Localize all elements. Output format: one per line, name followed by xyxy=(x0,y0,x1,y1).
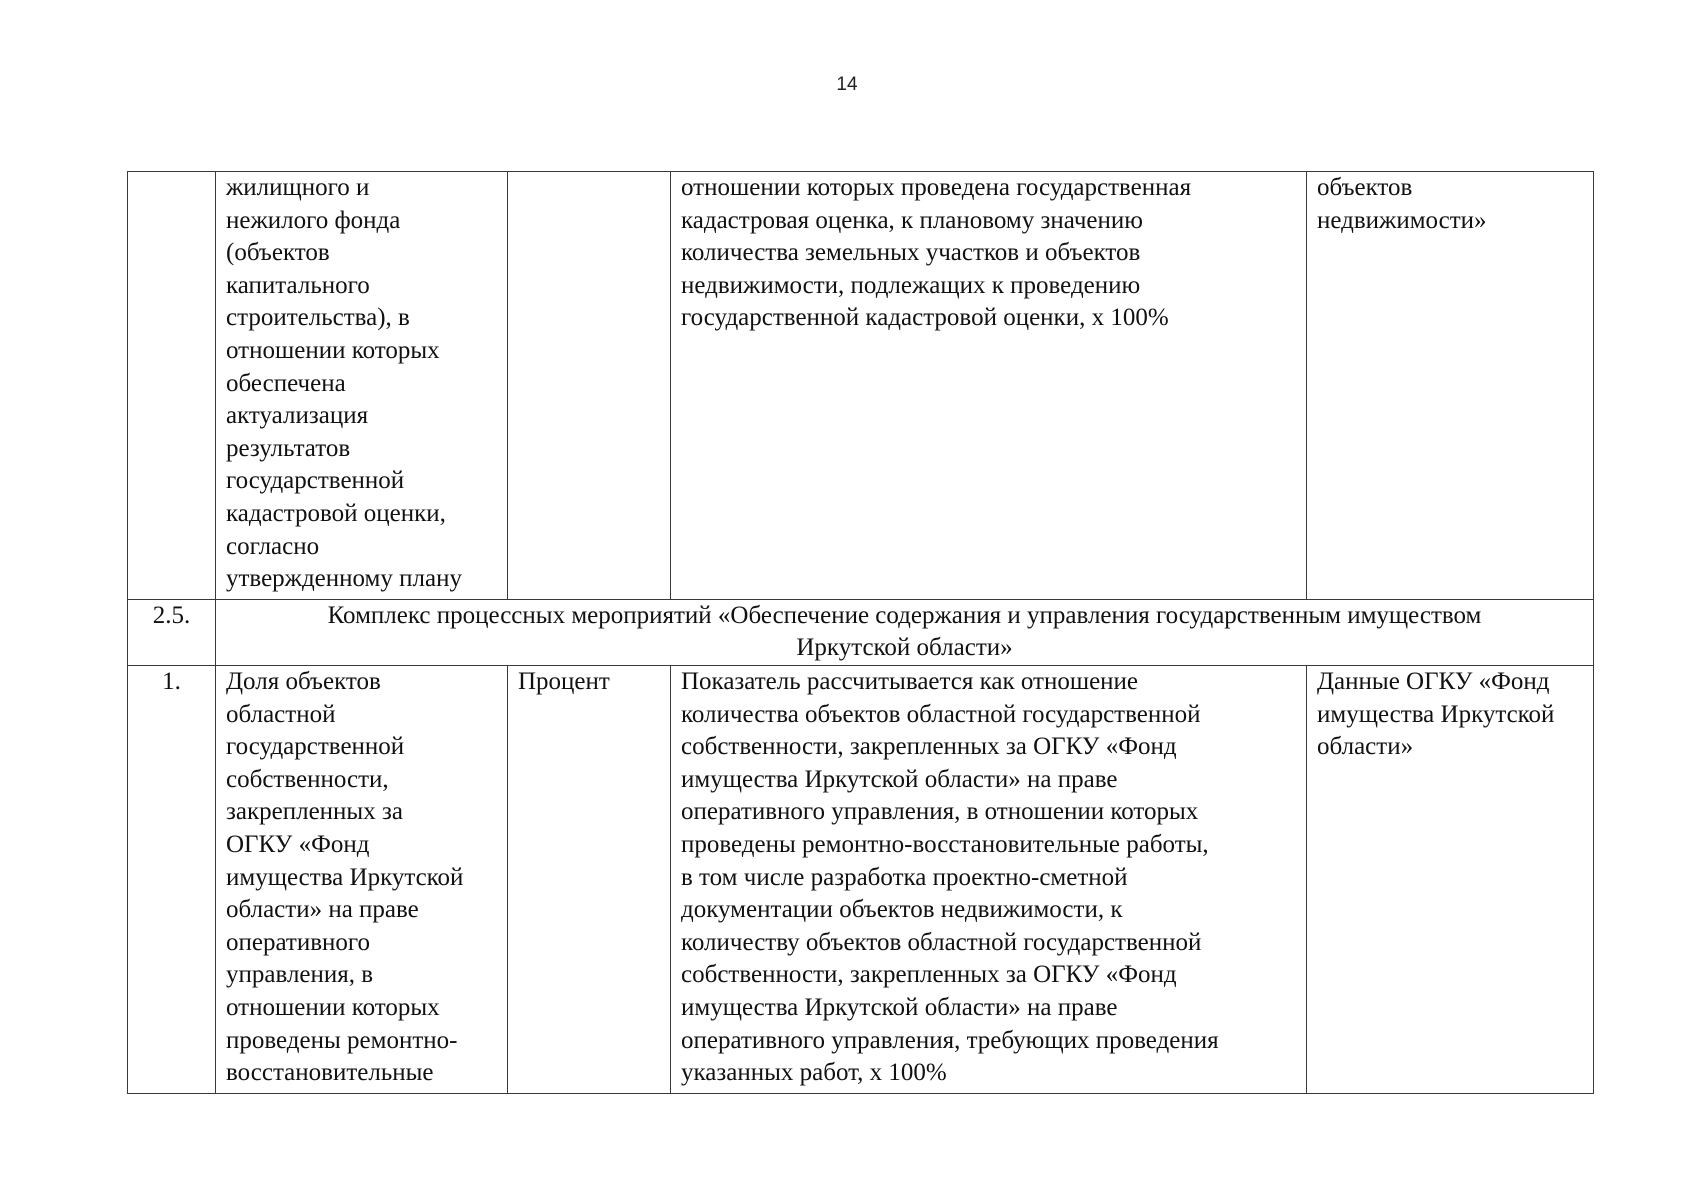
unit-cell xyxy=(508,172,671,600)
data-source-cell: Данные ОГКУ «Фонд имущества Иркутской области» xyxy=(1307,666,1594,1094)
page-number: 14 xyxy=(836,74,858,95)
table-row xyxy=(128,666,1594,1094)
data-source-cell: объектов недвижимости» xyxy=(1307,172,1594,600)
section-row xyxy=(128,600,1594,666)
indicators-table xyxy=(127,171,1594,1094)
row-number-cell: 1. xyxy=(128,666,216,1094)
table-row xyxy=(128,172,1594,600)
indicator-name-cell: жилищного и нежилого фонда (объектов капитального строительства), в отношении которых обеспечена актуализация результатов государственной кадастровой оценки, согласно утвержденному плану xyxy=(216,172,508,600)
section-number: 2.5. xyxy=(128,600,216,666)
indicator-name-cell: Доля объектов областной государственной собственности, закрепленных за ОГКУ «Фонд имущества Иркутской области» на праве оперативного управления, в отношении которых проведены ремонтно- восстановительные xyxy=(216,666,508,1094)
section-title: Комплекс процессных мероприятий «Обеспечение содержания и управления государственным имуществом Иркутской области» xyxy=(216,600,1594,666)
row-number-cell xyxy=(128,172,216,600)
calculation-method-cell: отношении которых проведена государственная кадастровая оценка, к плановому значению количества земельных участков и объектов недвижимости, подлежащих к проведению государственной кадастровой оценки, х 100% xyxy=(671,172,1307,600)
unit-cell: Процент xyxy=(508,666,671,1094)
calculation-method-cell: Показатель рассчитывается как отношение количества объектов областной государственной собственности, закрепленных за ОГКУ «Фонд имущества Иркутской области» на праве оперативного управления, в отношении которых проведены ремонтно-восстановительные работы, в том числе разработка проектно-сметной документации объектов недвижимости, к количеству объектов областной государственной собственности, закрепленных за ОГКУ «Фонд имущества Иркутской области» на праве оперативного управления, требующих проведения указанных работ, х 100% xyxy=(671,666,1307,1094)
